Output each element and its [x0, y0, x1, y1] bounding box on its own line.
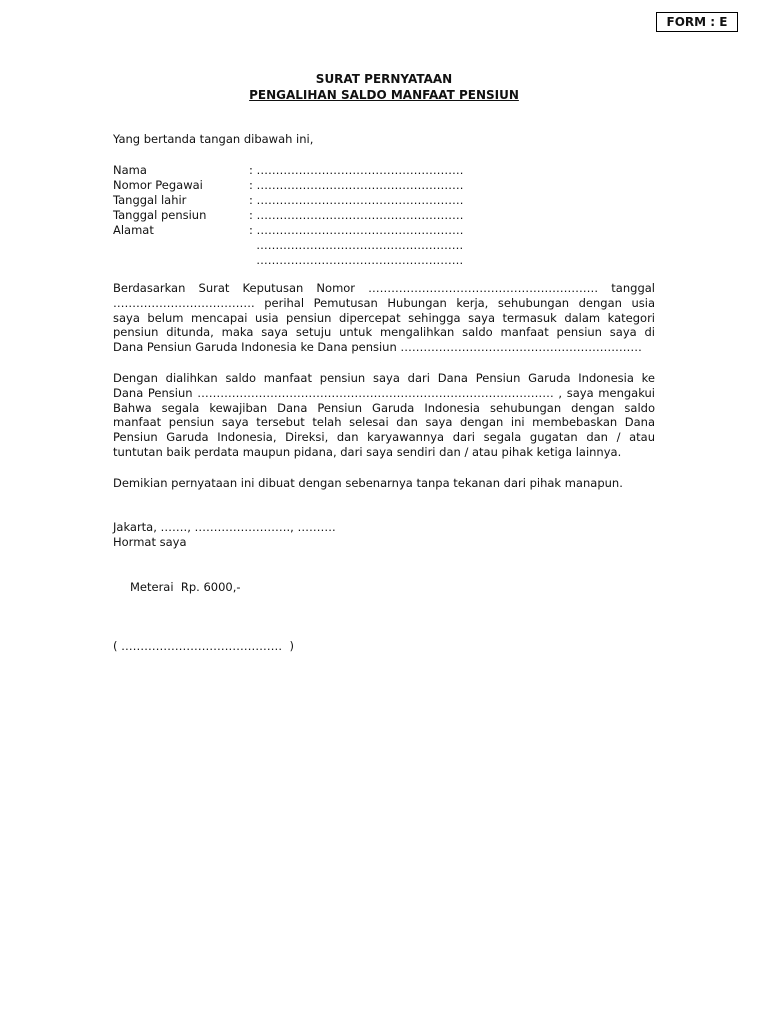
field-label: Alamat: [113, 223, 154, 237]
paragraph-line: saya belum mencapai usia pensiun dipercepat sehingga saya termasuk dalam kategori: [113, 310, 655, 325]
field-label: Nama: [113, 163, 147, 177]
paragraph-line: Berdasarkan Surat Keputusan Nomor …………………………………………………… tanggal: [113, 281, 655, 295]
paragraph-line: Dana Pensiun Garuda Indonesia ke Dana pensiun ………………………………………………………: [113, 340, 642, 355]
document-title: SURAT PERNYATAAN: [315, 72, 453, 86]
field-alamat-line-3: [113, 253, 653, 268]
field-label: Nomor Pegawai: [113, 178, 203, 192]
paragraph-line: Pensiun Garuda Indonesia, Direksi, dan karyawannya dari segala gugatan dan / atau: [113, 430, 655, 445]
field-tanggal-pensiun: [113, 208, 653, 223]
signature-line: ( …………………………………… ): [113, 639, 294, 653]
paragraph-line: pensiun ditunda, maka saya setuju untuk mengalihkan saldo manfaat pensiun saya di: [113, 325, 655, 340]
paragraph-line: Bahwa segala kewajiban Dana Pensiun Garuda Indonesia sehubungan dengan saldo: [113, 400, 655, 415]
paragraph-2: [113, 371, 655, 460]
stamp-text: Meterai Rp. 6000,-: [130, 580, 241, 594]
regards-text: Hormat saya: [113, 535, 187, 549]
form-code-box: FORM : E: [656, 12, 738, 32]
field-label: Tanggal pensiun: [113, 208, 207, 222]
field-value: ………………………………………………: [249, 238, 464, 252]
intro-text: Yang bertanda tangan dibawah ini,: [113, 132, 314, 146]
field-alamat: [113, 223, 653, 238]
paragraph-line: manfaat pensiun saya tersebut telah selesai dan saya dengan ini membebaskan Dana: [113, 415, 655, 430]
field-nama: [113, 163, 653, 178]
place-date-line: Jakarta, ……., ……………………., ……….: [113, 520, 336, 534]
field-value: : ………………………………………………: [249, 223, 464, 237]
paragraph-1: [113, 281, 655, 355]
paragraph-line: Dengan dialihkan saldo manfaat pensiun saya dari Dana Pensiun Garuda Indonesia ke: [113, 371, 655, 385]
closing-statement: Demikian pernyataan ini dibuat dengan sebenarnya tanpa tekanan dari pihak manapun.: [113, 476, 623, 490]
document-subtitle: PENGALIHAN SALDO MANFAAT PENSIUN: [249, 88, 519, 102]
field-nomor-pegawai: [113, 178, 653, 193]
paragraph-line: ………………………………. perihal Pemutusan Hubungan kerja, sehubungan dengan usia: [113, 295, 655, 310]
paragraph-line: tuntutan baik perdata maupun pidana, dari saya sendiri dan / atau pihak ketiga lainnya.: [113, 444, 622, 459]
field-value: : ………………………………………………: [249, 163, 464, 177]
field-alamat-line-2: [113, 238, 653, 253]
field-value: ………………………………………………: [249, 253, 464, 267]
field-value: : ………………………………………………: [249, 193, 464, 207]
paragraph-line: Dana Pensiun ………………………………………………………………………………… , saya mengakui: [113, 385, 655, 400]
field-value: : ………………………………………………: [249, 178, 464, 192]
field-value: : ………………………………………………: [249, 208, 464, 222]
field-tanggal-lahir: [113, 193, 653, 208]
field-label: Tanggal lahir: [113, 193, 187, 207]
